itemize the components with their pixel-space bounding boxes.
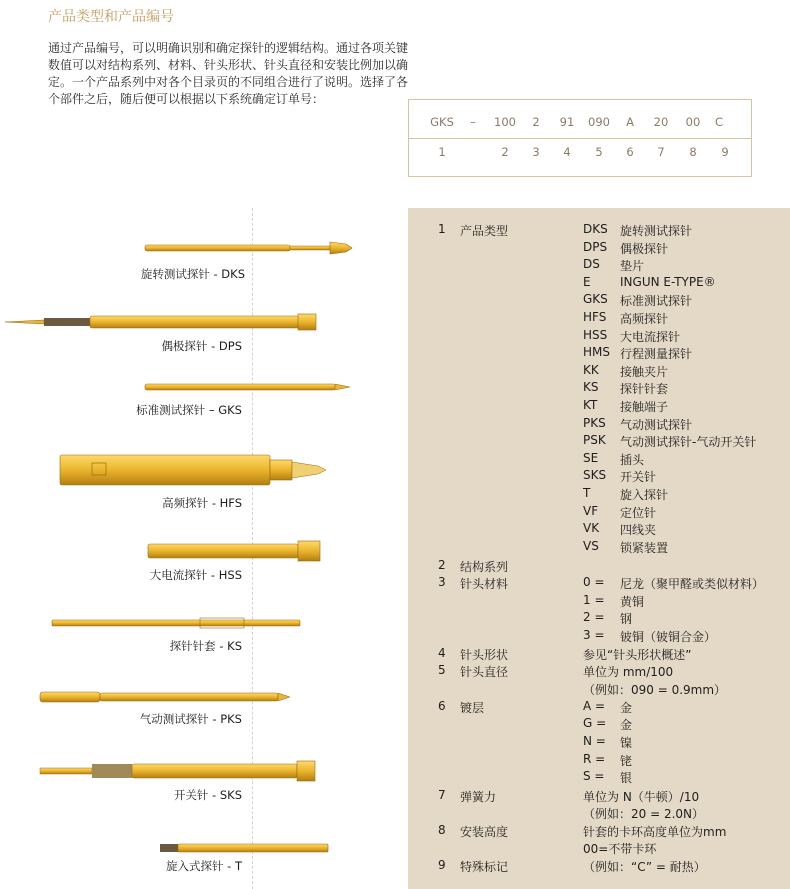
code-part: 100 [494, 115, 516, 129]
legend-num: 8 [438, 823, 446, 837]
code-position: 3 [532, 145, 540, 159]
legend-desc: 尼龙（聚甲醛或类似材料） [620, 577, 765, 591]
legend-label: 弹簧力 [460, 790, 497, 804]
type-desc: 高频探针 [620, 312, 669, 326]
code-position: 8 [689, 145, 697, 159]
type-desc: 插头 [620, 452, 645, 467]
legend-num: 4 [438, 646, 446, 660]
type-code: T [583, 486, 591, 500]
legend-num: 1 [438, 222, 446, 236]
probe-label-t: 旋入式探针 - T [166, 859, 242, 873]
legend-label: 针头形状 [460, 648, 509, 662]
legend-text: （例如：“C” = 耐热） [583, 860, 706, 874]
legend-label: 特殊标记 [460, 860, 509, 874]
code-part: C [714, 115, 724, 129]
gks-probe-image [145, 384, 350, 390]
code-position: 5 [595, 145, 603, 159]
type-code: KS [583, 380, 599, 395]
legend-num: 5 [438, 663, 446, 677]
type-desc: 垫片 [620, 259, 645, 274]
legend-desc: 银 [620, 771, 633, 785]
legend-label: 镀层 [460, 701, 485, 715]
code-position: 7 [657, 145, 665, 159]
legend-code: S = [583, 769, 605, 783]
probe-label-ks: 探针针套 - KS [169, 639, 242, 653]
legend-code: 1 = [583, 593, 605, 607]
order-code-box [408, 99, 752, 177]
type-desc: 旋转测试探针 [620, 224, 693, 238]
legend-label: 结构系列 [460, 560, 509, 574]
type-code: KT [583, 398, 598, 412]
legend-code: 2 = [583, 610, 605, 624]
legend-label: 安装高度 [460, 825, 509, 839]
legend-num: 3 [438, 575, 446, 589]
type-desc: 偶极探针 [620, 241, 669, 256]
probe-label-sks: 开关针 - SKS [173, 788, 242, 802]
legend-desc: 钢 [620, 612, 633, 626]
t-probe-image [160, 844, 328, 852]
legend-num: 6 [438, 699, 446, 713]
code-position: 2 [501, 145, 509, 159]
legend-desc: 金 [620, 701, 633, 715]
legend-code: N = [583, 734, 606, 748]
code-position: 9 [721, 145, 729, 159]
hss-probe-image [148, 541, 320, 561]
legend-code: R = [583, 752, 606, 766]
type-code: SE [583, 450, 599, 465]
legend-text: 参见“针头形状概述” [583, 648, 692, 662]
type-desc: 探针针套 [620, 382, 669, 397]
type-code: DPS [583, 239, 608, 254]
legend-num: 7 [438, 788, 446, 802]
type-desc: 接触端子 [620, 400, 669, 414]
legend-text: （例如：090 = 0.9mm） [583, 683, 727, 697]
type-desc: 开关针 [620, 470, 657, 485]
intro-paragraph: 通过产品编号，可以明确识别和确定探针的逻辑结构。通过各项关键数值可以对结构系列、材料、针头形状、针头直径和安装比例加以确定。一个产品系列中对各个目录页的不同组合进行了说明。选择了各个部件之后，随后便可以根据以下系统确定订单号： [48, 41, 409, 106]
legend-code: 3 = [583, 628, 605, 642]
dks-probe-image [145, 242, 352, 254]
type-desc: 气动测试探针-气动开关针 [620, 435, 757, 450]
type-desc: 旋入探针 [620, 488, 669, 502]
type-code: DS [583, 257, 600, 272]
probe-label-hss: 大电流探针 - HSS [149, 568, 242, 582]
code-part: – [470, 115, 476, 129]
code-position: 1 [438, 145, 446, 159]
type-code: VF [583, 503, 599, 518]
type-code: PSK [583, 433, 606, 448]
type-code: SKS [583, 468, 607, 483]
type-desc: 气动测试探针 [620, 417, 693, 432]
legend-code: A = [583, 699, 606, 713]
legend-label: 针头直径 [460, 665, 509, 679]
code-part: 090 [588, 115, 610, 129]
type-desc: 大电流探针 [620, 329, 681, 344]
legend-label: 产品类型 [460, 224, 509, 238]
legend-panel [408, 208, 790, 889]
legend-label: 针头材料 [460, 577, 509, 591]
legend-desc: 铍铜（铍铜合金） [620, 630, 717, 644]
legend-text: 针套的卡环高度单位为mm [583, 825, 727, 839]
type-code: VS [583, 538, 599, 553]
legend-text: 00=不带卡环 [583, 842, 657, 856]
legend-desc: 金 [620, 718, 633, 732]
type-code: HFS [583, 310, 607, 324]
ks-probe-image [52, 618, 300, 628]
code-part: 20 [653, 115, 669, 129]
type-code: DKS [583, 222, 608, 236]
dps-probe-image [5, 314, 316, 330]
type-code: HMS [583, 345, 610, 360]
type-desc: 定位针 [620, 505, 657, 520]
type-desc: INGUN E-TYPE® [620, 274, 716, 289]
legend-desc: 铑 [620, 754, 633, 768]
type-code: VK [583, 521, 600, 536]
type-code: HSS [583, 327, 608, 342]
probe-label-dks: 旋转测试探针 - DKS [140, 267, 245, 281]
probe-label-dps: 偶极探针 - DPS [161, 339, 242, 353]
code-part: 2 [532, 115, 540, 129]
probe-label-pks: 气动测试探针 - PKS [139, 712, 242, 726]
legend-desc: 镍 [620, 736, 633, 750]
probe-label-gks: 标准测试探针 – GKS [136, 403, 242, 417]
type-desc: 标准测试探针 [620, 294, 693, 309]
legend-code: 0 = [583, 575, 605, 589]
code-position: 4 [563, 145, 571, 159]
type-code: GKS [583, 292, 608, 307]
pks-probe-image [40, 692, 290, 702]
code-part: 00 [685, 115, 701, 129]
legend-text: 单位为 N（牛顿）/10 [583, 790, 700, 804]
legend-desc: 黄铜 [620, 595, 645, 609]
type-code: E [583, 274, 591, 289]
legend-num: 9 [438, 858, 446, 872]
legend-text: （例如：20 = 2.0N） [583, 807, 705, 821]
legend-num: 2 [438, 558, 446, 572]
code-position: 6 [626, 145, 634, 159]
legend-code: G = [583, 716, 607, 730]
type-code: KK [583, 362, 599, 377]
legend-text: 单位为 mm/100 [583, 665, 674, 679]
type-desc: 行程测量探针 [620, 347, 693, 362]
type-desc: 四线夹 [620, 523, 657, 538]
hfs-probe-image [60, 455, 326, 485]
code-part: A [626, 115, 634, 129]
code-part: 91 [559, 115, 575, 129]
type-desc: 锁紧装置 [620, 540, 669, 555]
probe-label-hfs: 高频探针 - HFS [162, 496, 242, 510]
sks-probe-image [40, 761, 315, 781]
page-title: 产品类型和产品编号 [48, 9, 174, 25]
code-part: GKS [430, 115, 454, 129]
type-code: PKS [583, 415, 606, 430]
type-desc: 接触夹片 [620, 364, 669, 379]
